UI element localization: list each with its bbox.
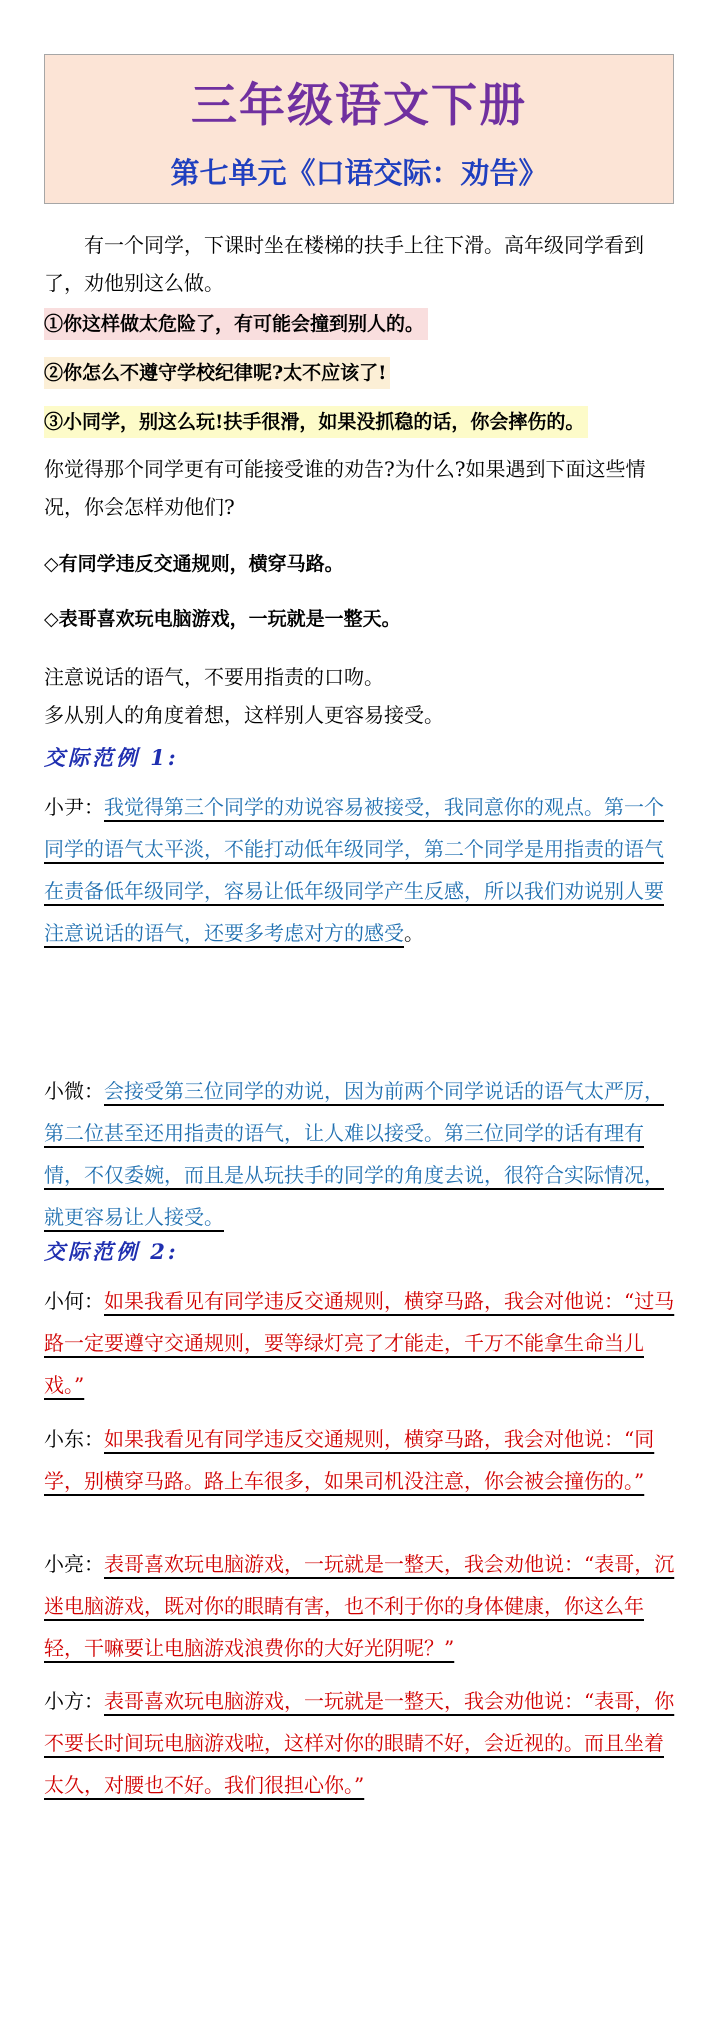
tip-2: 多从别人的角度着想，这样别人更容易接受。 xyxy=(44,703,444,727)
answer-xiaoyin xyxy=(44,786,676,954)
answer-text: 我觉得第三个同学的劝说容易被接受，我同意你的观点。第一个同学的语气太平淡，不能打动低年级同学，第二个同学是用指责的语气在责备低年级同学，容易让低年级同学产生反感，所以我们劝说别人要注意说话的语气，还要多考虑对方的感受 xyxy=(44,795,664,945)
title-box xyxy=(44,54,674,204)
answer-tail: 。 xyxy=(404,921,424,945)
option-3-text: ③小同学，别这么玩!扶手很滑，如果没抓稳的话，你会摔伤的。 xyxy=(44,406,588,438)
answer-xiaofang xyxy=(44,1680,676,1806)
speaker-label: 小微： xyxy=(44,1079,104,1103)
speaker-label: 小何： xyxy=(44,1289,104,1313)
option-2-text: ②你怎么不遵守学校纪律呢?太不应该了! xyxy=(44,357,390,389)
speaker-label: 小方： xyxy=(44,1689,104,1713)
answer-text: 会接受第三位同学的劝说，因为前两个同学说话的语气太严厉，第二位甚至还用指责的语气，让人难以接受。第三位同学的话有理有情，不仅委婉，而且是从玩扶手的同学的角度去说，很符合实际情况，就更容易让人接受。 xyxy=(44,1079,664,1229)
answer-text: 表哥喜欢玩电脑游戏，一玩就是一整天，我会劝他说：“表哥，沉迷电脑游戏，既对你的眼睛有害，也不利于你的身体健康，你这么年轻，干嘛要让电脑游戏浪费你的大好光阴呢？” xyxy=(44,1552,675,1660)
speaker-label: 小尹： xyxy=(44,795,104,819)
example-2-heading: 交际范例 2: xyxy=(44,1239,179,1264)
speaker-label: 小亮： xyxy=(44,1552,104,1576)
answer-text: 如果我看见有同学违反交通规则，横穿马路，我会对他说：“过马路一定要遵守交通规则，要等绿灯亮了才能走，千万不能拿生命当儿戏。” xyxy=(44,1289,675,1397)
tip-1: 注意说话的语气，不要用指责的口吻。 xyxy=(44,665,384,689)
example-1-heading: 交际范例 1: xyxy=(44,745,179,770)
option-2 xyxy=(44,357,676,389)
answer-xiaodong xyxy=(44,1418,676,1502)
option-3 xyxy=(44,406,676,438)
situation-2: ◇表哥喜欢玩电脑游戏，一玩就是一整天。 xyxy=(44,608,401,630)
option-1 xyxy=(44,308,676,340)
answer-text: 表哥喜欢玩电脑游戏，一玩就是一整天，我会劝他说：“表哥，你不要长时间玩电脑游戏啦，这样对你的眼睛不好，会近视的。而且坐着太久，对腰也不好。我们很担心你。” xyxy=(44,1689,675,1797)
answer-xiaohe xyxy=(44,1280,676,1406)
speaker-label: 小东： xyxy=(44,1427,104,1451)
answer-xiaowei xyxy=(44,1070,676,1238)
answer-text: 如果我看见有同学违反交通规则，横穿马路，我会对他说：“同学，别横穿马路。路上车很多，如果司机没注意，你会被会撞伤的。” xyxy=(44,1427,655,1493)
answer-xiaoliang xyxy=(44,1543,676,1669)
situation-1: ◇有同学违反交通规则，横穿马路。 xyxy=(44,553,344,575)
option-1-text: ①你这样做太危险了，有可能会撞到别人的。 xyxy=(44,308,428,340)
unit-subtitle: 第七单元《口语交际：劝告》 xyxy=(170,156,548,190)
page-title: 三年级语文下册 xyxy=(191,78,527,132)
intro-paragraph: 有一个同学，下课时坐在楼梯的扶手上往下滑。高年级同学看到了，劝他别这么做。 xyxy=(44,233,644,295)
question-paragraph: 你觉得那个同学更有可能接受谁的劝告?为什么?如果遇到下面这些情况，你会怎样劝他们? xyxy=(44,457,646,519)
